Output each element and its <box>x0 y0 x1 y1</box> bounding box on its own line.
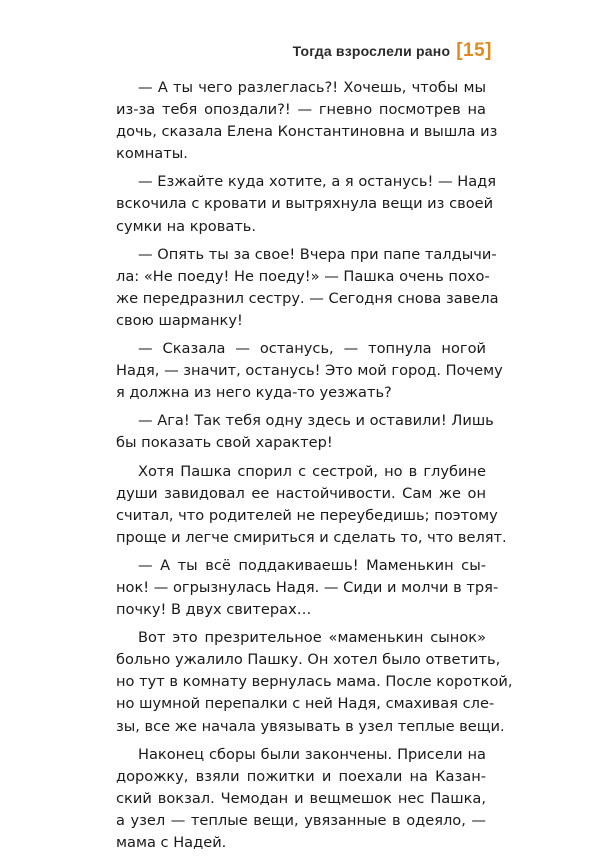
text-line: ский вокзал. Чемодан и вещмешок нес Пашка, <box>116 789 486 807</box>
text-line: — Ага! Так тебя одну здесь и оставили! Лишь <box>138 412 494 430</box>
text-line: — Сказала — останусь, — топнула ногой <box>138 340 486 358</box>
text-line: дорожку, взяли пожитки и поехали на Казан- <box>116 767 486 785</box>
body-text <box>116 77 513 860</box>
text-line: ла: «Не поеду! Не поеду!» — Пашка очень похо- <box>116 267 490 285</box>
text-line: нок! — огрызнулась Надя. — Сиди и молчи в тря- <box>116 578 499 596</box>
text-line: проще и легче смириться и сделать то, что велят. <box>116 528 507 546</box>
paragraph <box>116 77 498 165</box>
text-line: но шумной перепалки с ней Надя, смахивая сле- <box>116 695 495 713</box>
paragraph <box>116 171 497 237</box>
text-line: — Езжайте куда хотите, а я останусь! — Надя <box>138 173 497 191</box>
paragraph <box>116 555 499 621</box>
text-line: Наконец сборы были закончены. Присели на <box>138 745 486 763</box>
text-line: больно ужалило Пашку. Он хотел было ответить, <box>116 651 501 669</box>
text-line: но тут в комнату вернулась мама. После короткой, <box>116 673 513 691</box>
paragraph <box>116 461 507 549</box>
page-number: [15] <box>456 40 492 61</box>
text-line: из-за тебя опоздали?! — гневно посмотрев на <box>116 101 486 119</box>
text-line: — А ты всё поддакиваешь! Маменькин сы- <box>138 556 486 574</box>
text-line: а узел — теплые вещи, увязанные в одеяло, — <box>116 811 486 829</box>
text-line: мама с Надей. <box>116 834 227 851</box>
text-line: — А ты чего разлеглась?! Хочешь, чтобы мы <box>138 79 486 96</box>
paragraph <box>116 244 499 332</box>
text-line: же передразнил сестру. — Сегодня снова завела <box>116 289 499 307</box>
text-line: дочь, сказала Елена Константиновна и вышла из <box>116 123 498 141</box>
text-line: почку! В двух свитерах… <box>116 601 312 619</box>
running-title: Тогда взрослели рано <box>292 43 451 59</box>
text-line: Надя, — значит, останусь! Это мой город. Почему <box>116 362 503 380</box>
text-line: я должна из него куда-то уезжать? <box>116 384 392 402</box>
text-line: вскочила с кровати и вытряхнула вещи из своей <box>116 195 494 213</box>
text-line: считал, что родителей не переубедишь; поэтому <box>116 506 498 524</box>
paragraph <box>116 744 486 854</box>
running-header <box>293 38 492 64</box>
text-line: — Опять ты за свое! Вчера при папе талдычи- <box>138 245 497 263</box>
text-line: Вот это презрительное «маменькин сынок» <box>138 629 486 647</box>
text-line: сумки на кровать. <box>116 217 257 235</box>
text-line: свою шарманку! <box>116 311 243 329</box>
text-line: зы, все же начала увязывать в узел теплые вещи. <box>116 717 505 735</box>
text-line: Хотя Пашка спорил с сестрой, но в глубине <box>138 462 486 480</box>
paragraph <box>116 627 513 737</box>
text-line: комнаты. <box>116 145 188 163</box>
paragraph <box>116 410 494 454</box>
text-line: души завидовал ее настойчивости. Сам же он <box>116 484 486 502</box>
paragraph <box>116 338 503 404</box>
text-line: бы показать свой характер! <box>116 434 333 452</box>
